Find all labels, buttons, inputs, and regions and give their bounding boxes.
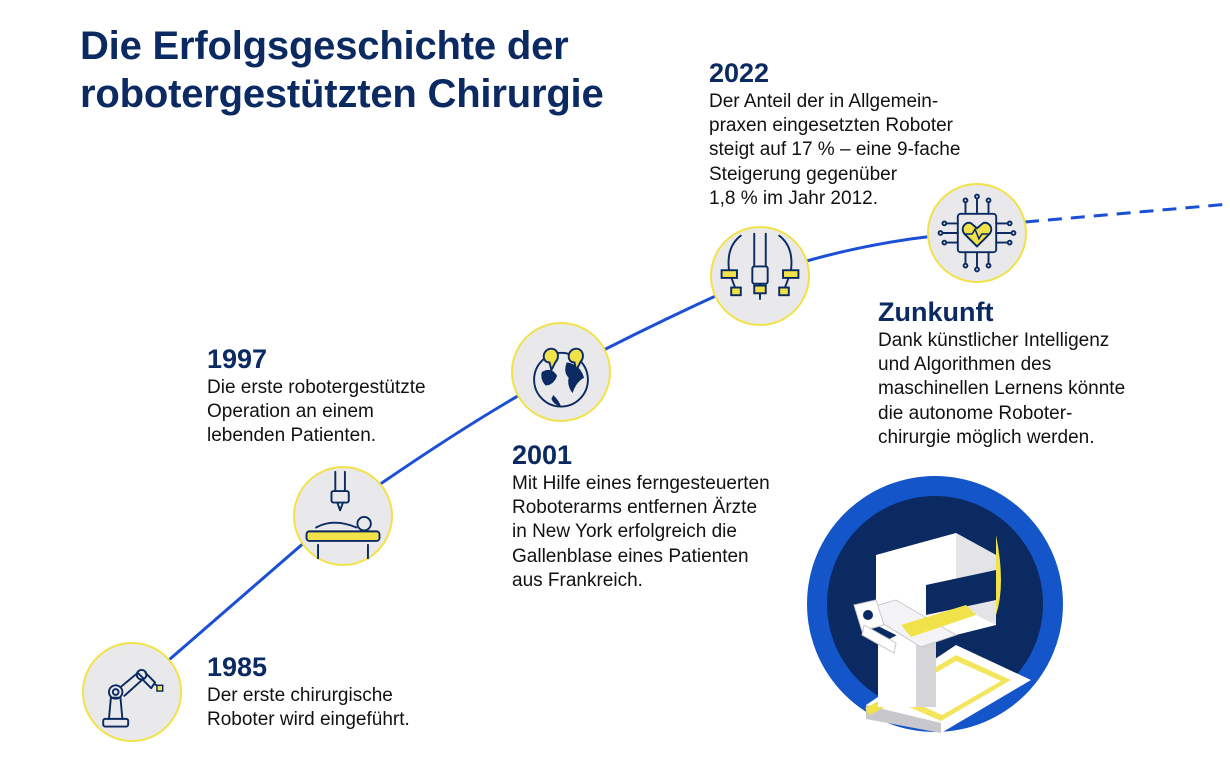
future-dashed-line [1025, 204, 1230, 222]
title-line-2: robotergestützten Chirurgie [80, 72, 604, 116]
title-line-1: Die Erfolgsgeschichte der [80, 24, 569, 68]
milestone-year: 1985 [207, 652, 268, 682]
milestone-2022 [709, 58, 960, 211]
surgical-robot-illustration [806, 475, 1064, 733]
milestone-year: 1997 [207, 344, 268, 374]
milestone-text: Mit Hilfe eines ferngesteuerten Roboterarms entfernen Ärzte in New York erfolgreich die Gallenblase eines Patienten aus Frankreich. [512, 473, 770, 591]
milestone-year: 2022 [709, 58, 770, 88]
robot-arm-icon [82, 642, 182, 742]
globe-location-icon [511, 322, 611, 422]
milestone-text: Dank künstlicher Intelligenz und Algorithmen des maschinellen Lernens könnte die autonome Roboter- chirurgie möglich werden. [878, 330, 1126, 448]
milestone-year: 2001 [512, 440, 573, 470]
milestone-2001 [512, 440, 770, 593]
milestone-future [878, 297, 1125, 450]
surgical-robot-arms-icon [710, 226, 810, 326]
page-title [80, 22, 604, 118]
milestone-1985 [207, 652, 410, 732]
milestone-year: Zunkunft [878, 297, 994, 327]
milestone-text: Der erste chirurgische Roboter wird eingeführt. [207, 685, 410, 731]
operating-table-icon [293, 466, 393, 566]
milestone-text: Die erste robotergestützte Operation an einem lebenden Patienten. [207, 377, 426, 447]
milestone-1997 [207, 344, 426, 449]
milestone-text: Der Anteil der in Allgemein- praxen eingesetzten Roboter steigt auf 17 % – eine 9-fache Steigerung gegenüber 1,8 % im Jahr 2012. [709, 91, 961, 209]
